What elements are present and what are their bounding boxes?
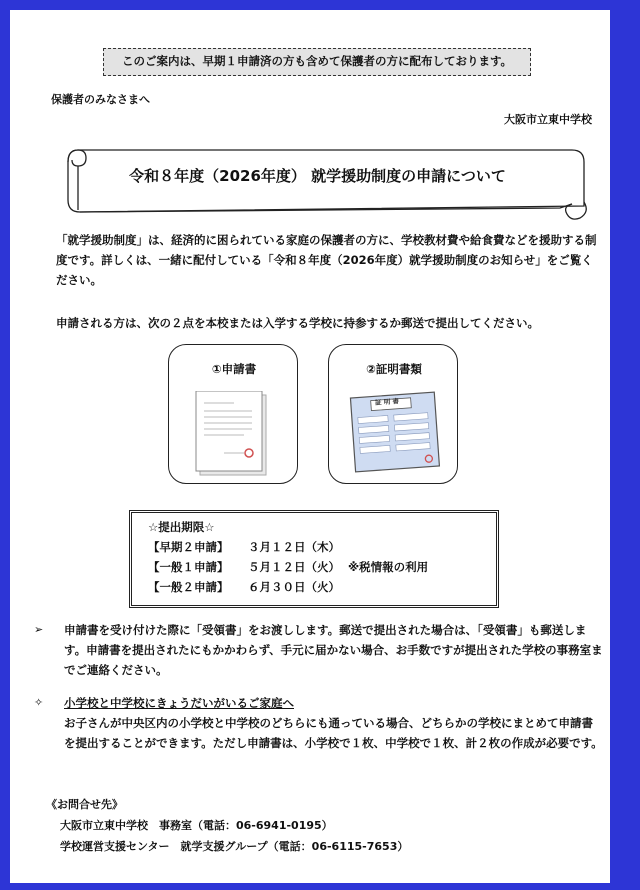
deadline-header: ☆提出期限☆ [148,520,215,534]
page-title: 令和８年度（2026年度） 就学援助制度の申請について [129,167,506,185]
deadline-row [148,579,348,595]
submit-instruction: 申請される方は、次の２点を本校または入学する学校に持参するか郵送で提出してください。 [56,316,539,330]
deadline-note: ※税情報の利用 [348,560,429,574]
siblings-note: お子さんが中央区内の小学校と中学校のどちらにも通っている場合、どちらかの学校にまとめて申請書を提出することができます。ただし申請書は、小学校で１枚、中学校で１枚、計２枚の作成が必要です。 [64,716,603,750]
siblings-note-title: 小学校と中学校にきょうだいがいるご家庭へ [64,696,294,710]
deadline-label: 【一般２申請】 [148,580,229,594]
greeting: 保護者のみなさまへ [51,93,150,106]
contact-line: 学校運営支援センター 就学支援グループ（電話：06-6115-7653） [60,840,409,853]
receipt-note: 申請書を受け付けた際に「受領書」をお渡しします。郵送で提出された場合は、「受領書」も郵送します。申請書を提出されたにもかかわらず、手元に届かない場合、お手数ですが提出された学校の事務室までご連絡ください。 [64,623,603,677]
deadline-label: 【早期２申請】 [148,540,229,554]
sparkle-bullet-icon: ✧ [34,696,44,709]
certificate-card [328,344,458,484]
document-page [10,10,610,883]
application-form-label: ①申請書 [211,362,257,376]
certificate-paper-heading: 証 明 書 [374,397,400,407]
deadline-row [148,539,348,555]
contact-heading: 《お問合せ先》 [46,798,123,811]
certificate-label: ②証明書類 [366,362,422,376]
deadline-box [129,510,499,608]
deadline-label: 【一般１申請】 [148,560,229,574]
application-form-card [168,344,298,484]
deadline-row [148,559,428,575]
deadline-date: ６月３０日（火） [248,580,340,594]
deadline-date: ５月１２日（火） [248,560,340,574]
school-name: 大阪市立東中学校 [504,113,592,126]
intro-paragraph: 「就学援助制度」は、経済的に困られている家庭の保護者の方に、学校教材費や給食費などを援助する制度です。詳しくは、一緒に配付している「令和８年度（2026年度）就学援助制度のお知らせ」をご覧ください。 [56,233,597,287]
distribution-notice: このご案内は、早期１申請済の方も含めて保護者の方に配布しております。 [103,48,531,76]
application-form-illustration [194,391,274,479]
contact-line: 大阪市立東中学校 事務室（電話：06-6941-0195） [60,819,333,832]
arrow-bullet-icon: ➢ [34,623,44,636]
deadline-date: ３月１２日（木） [248,540,340,554]
